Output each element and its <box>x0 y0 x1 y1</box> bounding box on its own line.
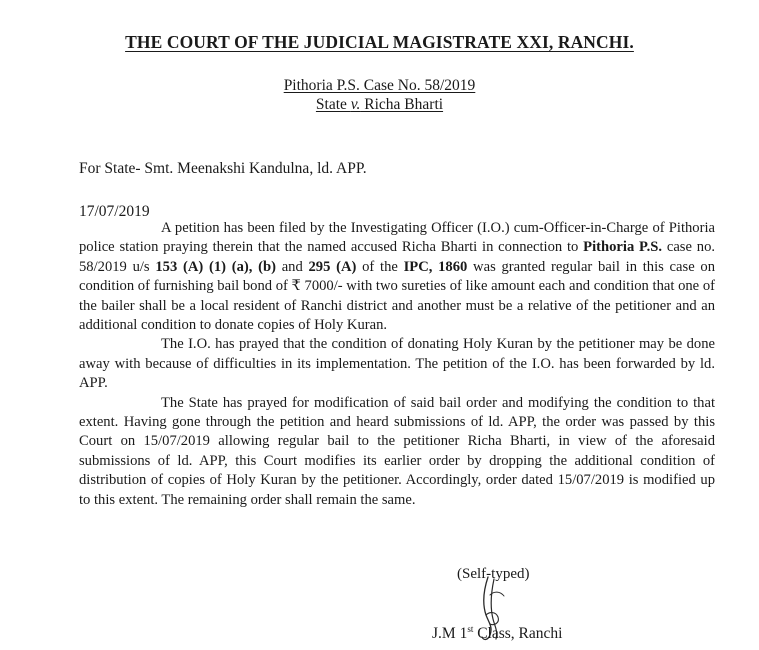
p1-section-295a: 295 (A) <box>308 258 357 275</box>
designation-suffix: Class, Ranchi <box>473 625 563 643</box>
case-party-accused: Richa Bharti <box>360 96 444 113</box>
p1-act-ipc: IPC, 1860 <box>403 258 468 275</box>
magistrate-designation <box>432 624 562 643</box>
self-typed-note: (Self-typed) <box>457 566 530 582</box>
p1-text-c: and <box>275 258 309 275</box>
p1-text-d: of the <box>356 258 404 275</box>
p1-police-station: Pithoria P.S. <box>583 239 663 256</box>
order-paragraph-2: The I.O. has prayed that the condition of donating Holy Kuran by the petitioner may be done away with because of difficulties in its implementation. The petition of the I.O. has been forwarded by ld. APP. <box>79 336 715 392</box>
case-versus: v. <box>350 96 361 113</box>
order-paragraph-3: The State has prayed for modification of said bail order and modifying the condition to that extent. Having gone through the petition and heard submissions of ld. APP, the order was passed by this Court on 15/07/2019 allowing regular bail to the petitioner Richa Bharti, in view of the aforesaid submissions of ld. APP, this Court modifies its earlier order by dropping the additional condition of distribution of copies of Holy Kuran by the petitioner. Accordingly, order dated 15/07/2019 is modified up to this extent. The remaining order shall remain the same. <box>79 394 715 508</box>
case-parties <box>0 96 759 114</box>
p1-section-153a: 153 (A) (1) (a), (b) <box>155 258 276 275</box>
court-title: THE COURT OF THE JUDICIAL MAGISTRATE XXI, RANCHI. <box>125 32 634 52</box>
order-paragraph-1 <box>79 219 715 335</box>
p1-text-b: case no. 58/2019 u/s <box>79 239 716 275</box>
designation-prefix: J.M 1 <box>432 625 468 643</box>
case-number: Pithoria P.S. Case No. 58/2019 <box>283 77 476 94</box>
case-party-state: State <box>315 96 351 113</box>
p1-text-a: A petition has been filed by the Investigating Officer (I.O.) cum-Officer-in-Charge of Pithoria police station praying therein that the named accused Richa Bharti in connection to <box>79 220 715 256</box>
order-date: 17/07/2019 <box>79 203 150 220</box>
order-body <box>79 219 715 510</box>
appearance-line: For State- Smt. Meenakshi Kandulna, ld. APP. <box>79 160 367 177</box>
designation-ordinal: st <box>467 624 474 634</box>
p1-text-e: was granted regular bail in this case on condition of furnishing bail bond of ₹ 7000/- with two sureties of like amount each and condition that one of the bailer shall be a local resident of Ranchi district and another must be a relative of the petitioner and an additional condition to donate copies of Holy Kuran. <box>79 258 715 334</box>
